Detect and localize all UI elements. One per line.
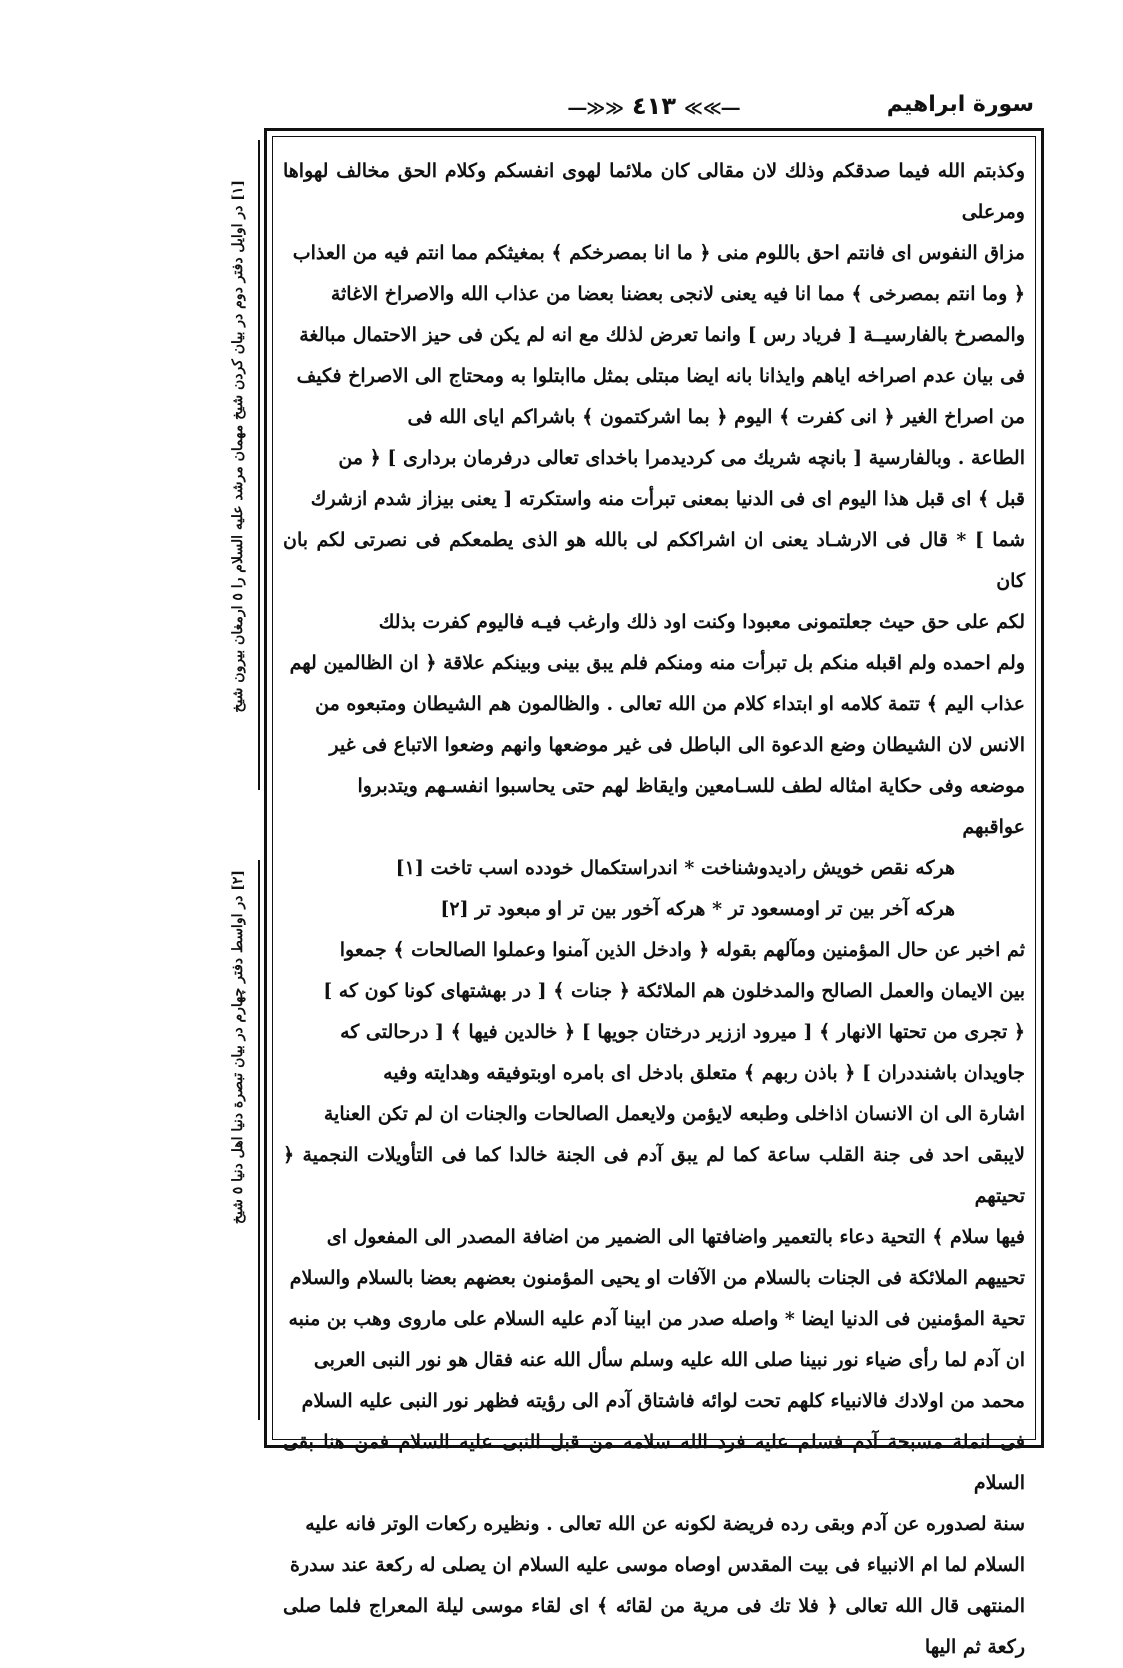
text-line: اشارة الى ان الانسان اذاخلى وطبعه لايؤمن ولايعمل الصالحات والجنات ان لم تكن العناية <box>323 1103 1025 1125</box>
margin-divider-top <box>258 140 260 790</box>
text-line: عواقبهم <box>962 816 1025 838</box>
text-line: ولم احمده ولم اقبله منكم بل تبرأت منه ومنكم فلم يبق بينى وبينكم علاقة ﴿ ان الظالمين لهم <box>289 652 1025 674</box>
page-number-value: ٤١٣ <box>632 92 676 120</box>
text-line: محمد من اولادك فالانبياء كلهم تحت لوائه فاشتاق آدم الى رؤيته فظهر نور النبى عليه السلام <box>301 1390 1025 1412</box>
text-line: الانس لان الشيطان وضع الدعوة الى الباطل فى غير موضعها وانهم وضعوا الاتباع فى غير <box>329 734 1025 756</box>
text-line: مزاق النفوس اى فانتم احق باللوم منى ﴿ ما انا بمصرخكم ﴾ بمغيثكم مما انتم فيه من العذاب <box>292 242 1025 264</box>
text-line: الطاعة . وبالفارسية [ بانچه شريك مى كرديدمرا باخداى تعالى درفرمان بردارى ] ﴿ من <box>338 447 1025 469</box>
margin-divider-bottom <box>258 860 260 1420</box>
text-line: قبل ﴾ اى قبل هذا اليوم اى فى الدنيا بمعنى تبرأت منه واستكرته [ يعنى بيزاز شدم ازشرك <box>310 488 1025 510</box>
text-line: جاويدان باشنددران ] ﴿ باذن ربهم ﴾ متعلق بادخل اى بامره اوبتوفيقه وهدايته وفيه <box>383 1062 1025 1084</box>
text-line: فى بيان عدم اصراخه اياهم وايذانا بانه ايضا مبتلى بمثل ماابتلوا به ومحتاج الى الاصراخ فكيف <box>296 365 1025 387</box>
text-line: والمصرخ بالفارسيــة [ فرياد رس ] وانما تعرض لذلك مع انه لم يكن فى حيز الاحتمال مبالغة <box>299 324 1025 346</box>
text-line: ﴿ وما انتم بمصرخى ﴾ مما انا فيه يعنى لانجى بعضنا بعضا من عذاب الله والاصراخ الاغاثة <box>330 283 1025 305</box>
ornament-right: ≪≪― <box>683 98 740 119</box>
text-frame <box>264 128 1044 1658</box>
page-number <box>568 92 739 120</box>
text-line: شما ] * قال فى الارشـاد يعنى ان اشراككم لى بالله هو الذى يطمعكم فى نصرتى لكم بان كان <box>283 529 1025 592</box>
main-text <box>283 151 1025 1668</box>
text-line: فيها سلام ﴾ التحية دعاء بالتعمير واضافتها الى الضمير من اضافة المصدر الى المفعول اى <box>326 1226 1025 1248</box>
text-line: المنتهى قال الله تعالى ﴿ فلا تك فى مرية من لقائه ﴾ اى لقاء موسى ليلة المعراج فلما صلى ركعة ثم اليها <box>283 1595 1025 1658</box>
text-line: ﴿ تجرى من تحتها الانهار ﴾ [ ميرود اززير درختان جويها ] ﴿ خالدين فيها ﴾ [ درحالتى كه <box>340 1021 1025 1043</box>
margin-note-2 <box>226 870 252 1390</box>
text-line: تحييهم الملائكة فى الجنات بالسلام من الآفات او يحيى المؤمنون بعضهم بعضا بالسلام والسلام <box>289 1267 1025 1289</box>
text-line: من اصراخ الغير ﴿ انى كفرت ﴾ اليوم ﴿ بما اشركتمون ﴾ باشراكم اياى الله فى <box>407 406 1025 428</box>
text-line: فى انملة مسبحة آدم فسلم عليه فرد الله سلامه من قبل النبى عليه السلام فمن هنا بقى السلام <box>283 1431 1025 1494</box>
margin-note-1-text: [١] در اوايل دفتر دوم در بيان كردن شيخ مهمان مرشد عليه السلام را ٥ ارمغان بيرون شيخ <box>230 180 246 713</box>
text-line: ثم اخبر عن حال المؤمنين ومآلهم بقوله ﴿ وادخل الذين آمنوا وعملوا الصالحات ﴾ جمعوا <box>339 939 1025 961</box>
verse-line-2: هركه آخر بين تر اومسعود تر * هركه آخور بين تر او مبعود تر [٢] <box>440 898 955 920</box>
text-line: السلام لما ام الانبياء فى بيت المقدس اوصاه موسى عليه السلام ان يصلى له ركعة عند سدرة <box>289 1554 1025 1576</box>
surah-title: سورة ابراهيم <box>886 92 1034 117</box>
text-line: بين الايمان والعمل الصالح والمدخلون هم الملائكة ﴿ جنات ﴾ [ در بهشتهاى كونا كون كه ] <box>323 980 1025 1002</box>
verse-block <box>283 848 1025 930</box>
text-line: سنة لصدوره عن آدم وبقى رده فريضة لكونه عن الله تعالى . ونظيره ركعات الوتر فانه عليه <box>305 1513 1025 1535</box>
text-line: وكذبتم الله فيما صدقكم وذلك لان مقالى كان ملائما لهوى انفسكم وكلام الحق مخالف لهواها ومرعلى <box>283 160 1025 223</box>
margin-note-2-text: [٢] در اواسط دفتر چهارم در بيان تبصرة دنيا اهل دنيا ٥ شيخ <box>230 870 246 1225</box>
text-line: لكم على حق حيث جعلتمونى معبودا وكنت اود ذلك وارغب فيـه فاليوم كفرت بذلك <box>378 611 1025 633</box>
ornament-left: ―≫≫ <box>568 98 625 119</box>
text-line: عذاب اليم ﴾ تتمة كلامه او ابتداء كلام من الله تعالى . والظالمون هم الشيطان ومتبعوه من <box>315 693 1025 715</box>
page-header <box>268 92 1040 126</box>
text-line: موضعه وفى حكاية امثاله لطف للسـامعين وايقاظ لهم حتى يحاسبوا انفسـهم ويتدبروا <box>357 775 1025 797</box>
text-line: تحية المؤمنين فى الدنيا ايضا * واصله صدر من ابينا آدم عليه السلام على ماروى وهب بن منبه <box>288 1308 1025 1330</box>
margin-note-1 <box>226 180 252 800</box>
text-line: لايبقى احد فى جنة القلب ساعة كما لم يبق آدم فى الجنة خالدا كما فى التأويلات النجمية ﴿ تحيتهم <box>283 1144 1025 1207</box>
text-line: ان آدم لما رأى ضياء نور نبينا صلى الله عليه وسلم سأل الله عنه فقال هو نور النبى العربى <box>313 1349 1025 1371</box>
text-frame-inner <box>272 136 1036 1658</box>
verse-line-1: هركه نقص خويش راديدوشناخت * اندراستكمال خودده اسب تاخت [١] <box>395 857 955 879</box>
